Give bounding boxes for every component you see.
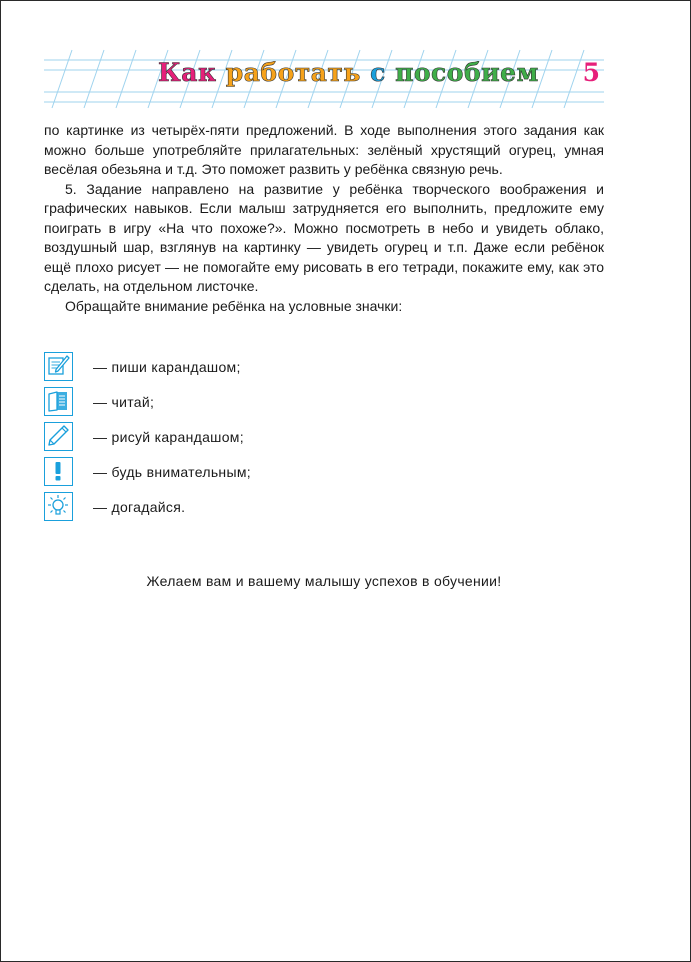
paragraph-1: по картинке из четырёх-пяти предложений. В ходе выполнения этого задания как можно больше употребляйте прилагательных: зелёный хрустящий огурец, умная весёлая обезьяна и т.д. Это поможет развить у ребёнка связную речь. <box>44 122 604 177</box>
legend-item-write <box>44 351 564 382</box>
paragraph-3: Обращайте внимание ребёнка на условные значки: <box>65 297 403 314</box>
page-title <box>158 58 539 88</box>
page-header <box>44 48 604 110</box>
pencil-icon <box>44 422 73 451</box>
legend-item-draw <box>44 421 564 452</box>
body-text <box>44 121 604 316</box>
legend-label-draw: — рисуй карандашом; <box>93 428 244 445</box>
exclamation-icon <box>44 457 73 486</box>
icon-legend <box>44 351 564 526</box>
write-pencil-icon <box>44 352 73 381</box>
legend-label-guess: — догадайся. <box>93 498 186 515</box>
title-word-2: работать <box>225 58 361 87</box>
book-icon <box>44 387 73 416</box>
page-number: 5 <box>582 58 600 87</box>
title-word-4: пособием <box>395 58 539 87</box>
lightbulb-icon <box>44 492 73 521</box>
paragraph-2: 5. Задание направлено на развитие у ребёнка творческого воображения и графических навыков. Если малыш затрудняется его выполнить, предложите ему поиграть в игру «На что похоже?». Можно посмотреть в небо и увидеть облако, воздушный шар, взглянув на картинку — увидеть огурец и т.п. Даже если ребёнок ещё плохо рисует — не помогайте ему рисовать в его тетради, покажите ему, как это сделать, на отдельном листочке. <box>44 180 604 294</box>
legend-label-attention: — будь внимательным; <box>93 463 251 480</box>
legend-item-attention <box>44 456 564 487</box>
legend-label-read: — читай; <box>93 393 155 410</box>
closing-wish: Желаем вам и вашему малышу успехов в обучении! <box>146 573 502 589</box>
legend-item-read <box>44 386 564 417</box>
legend-item-guess <box>44 491 564 522</box>
legend-label-write: — пиши карандашом; <box>93 358 241 375</box>
title-word-1: Как <box>158 58 217 87</box>
title-word-3: с <box>370 58 386 87</box>
